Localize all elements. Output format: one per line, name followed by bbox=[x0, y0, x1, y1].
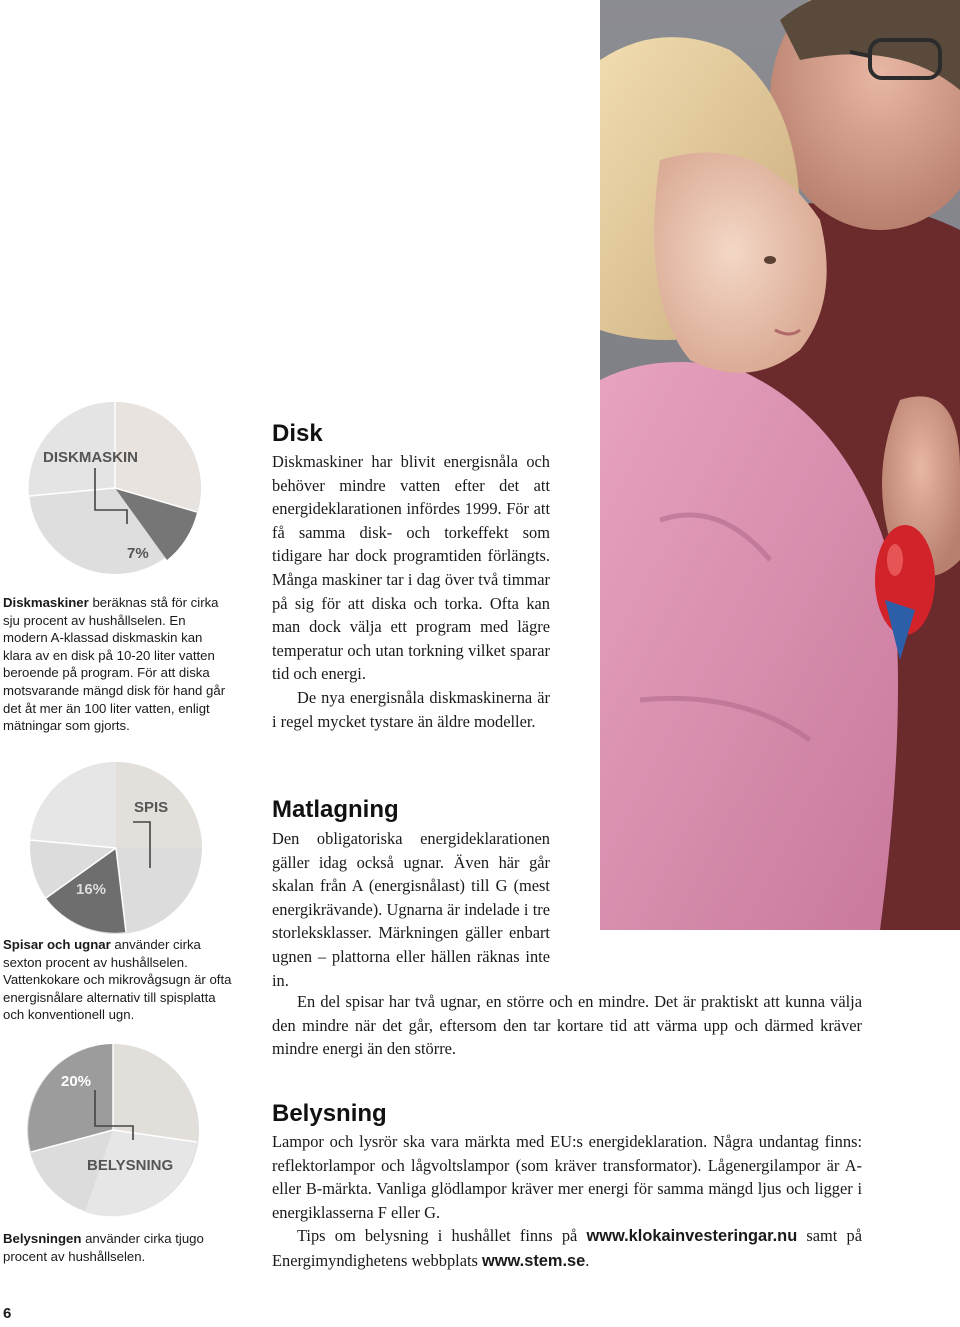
section-disk-body bbox=[272, 450, 550, 733]
pie-chart-belysning bbox=[25, 1042, 201, 1218]
pie-label-diskmaskin: DISKMASKIN bbox=[43, 449, 139, 466]
pie-percent-diskmaskin: 7% bbox=[127, 545, 149, 562]
text: Tips om belysning i hushållet finns på bbox=[297, 1226, 587, 1246]
pie-label-belysning: BELYSNING bbox=[87, 1157, 174, 1174]
pie-percent-belysning: 20% bbox=[61, 1073, 92, 1090]
caption-lead: Belysningen bbox=[3, 1231, 82, 1246]
paragraph: Diskmaskiner har blivit energisnåla och behöver mindre vatten efter det att energideklarationen infördes 1999. För att få samma disk- och torkeffekt som tidigare har dock programtiden förlängts. Många maskiner tar i dag över två timmar på sig för att diska och torka. Ofta kan man dock välja ett program med lägre temperatur och utan torkning vilket sparar tid och energi. bbox=[272, 452, 550, 684]
caption-diskmaskin bbox=[3, 594, 233, 735]
link-klokainvesteringar[interactable]: www.klokainvesteringar.nu bbox=[586, 1227, 798, 1246]
paragraph: Den obligatoriska energideklarationen gäller idag också ugnar. Även här går skalan från A (energisnålast) till G (mest energikrävande). Ugnarna är indelade i tre storleksklasser. Märkningen gäller enbart ugnen – plattorna eller hällen räknas inte in. bbox=[272, 829, 550, 990]
pie-chart-diskmaskin bbox=[27, 400, 203, 576]
pie-percent-spis: 16% bbox=[76, 881, 107, 898]
section-matlagning-body-wide bbox=[272, 990, 862, 1061]
caption-spis bbox=[3, 936, 233, 1024]
paragraph: Lampor och lysrör ska vara märkta med EU:s energideklaration. Några undantag finns: reflektorlampor och lågvoltslampor (som kräver transformator). Lågenergilampor är A- eller B-märkta. Vanliga glödlampor kräver mer energi för samma mängd ljus och ligger i energiklasserna F eller G. bbox=[272, 1132, 862, 1222]
caption-belysning bbox=[3, 1230, 233, 1265]
pie-chart-spis bbox=[28, 760, 204, 936]
heading-matlagning: Matlagning bbox=[272, 796, 399, 823]
text: samt på Energimyndighetens webbplats bbox=[272, 1226, 862, 1270]
paragraph: De nya energisnåla diskmaskinerna är i regel mycket tystare än äldre modeller. bbox=[272, 687, 550, 731]
heading-disk: Disk bbox=[272, 420, 323, 447]
link-stem[interactable]: www.stem.se bbox=[482, 1251, 586, 1270]
section-belysning-body bbox=[272, 1130, 862, 1274]
pie-label-spis: SPIS bbox=[134, 799, 169, 816]
page-number: 6 bbox=[3, 1305, 12, 1322]
photo-father-and-child bbox=[600, 0, 960, 930]
paragraph bbox=[272, 1224, 862, 1273]
caption-text: använder cirka tjugo procent av hushållselen. bbox=[3, 1231, 204, 1264]
section-matlagning-body-narrow bbox=[272, 827, 550, 992]
caption-text: beräknas stå för cirka sju procent av hushållselen. En modern A-klassad diskmaskin kan klara av en disk på 10-20 liter vatten beroende på program. För att diska motsvarande mängd disk för hand går det åt mer än 100 liter vatten, enligt mätningar som gjorts. bbox=[3, 595, 226, 734]
heading-belysning: Belysning bbox=[272, 1100, 387, 1127]
caption-lead: Spisar och ugnar bbox=[3, 937, 111, 952]
caption-text: använder cirka sexton procent av hushållselen. Vattenkokare och mikrovågsugn är ofta energisnålare alternativ till spisplatta och konventionell ugn. bbox=[3, 937, 232, 1023]
caption-lead: Diskmaskiner bbox=[3, 595, 89, 610]
paragraph: En del spisar har två ugnar, en större och en mindre. Det är praktiskt att kunna välja den mindre när det går, eftersom den tar kortare tid att värma upp och därmed kräver mindre energi än den större. bbox=[272, 992, 862, 1059]
text: . bbox=[585, 1250, 590, 1270]
